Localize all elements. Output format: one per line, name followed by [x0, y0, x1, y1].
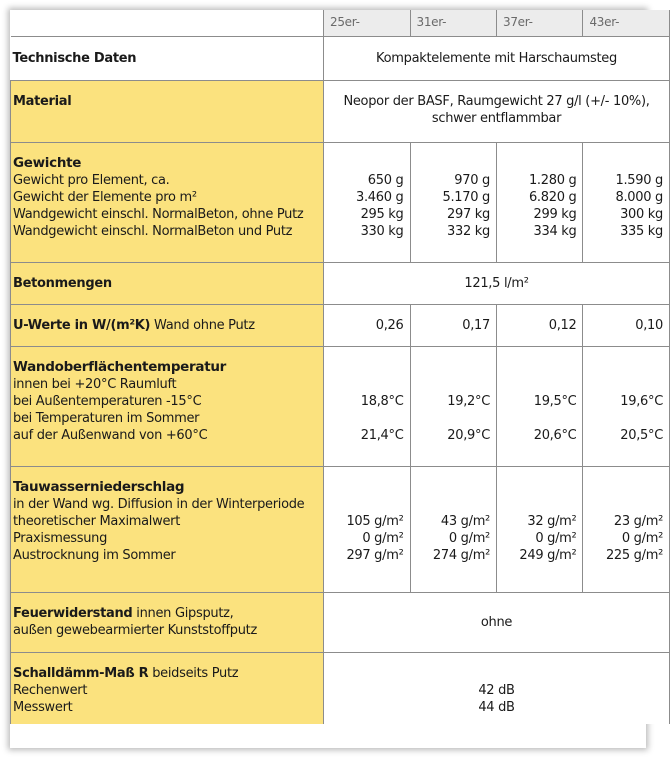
tauwasser-row-label: theoretischer Maximalwert	[13, 513, 180, 529]
wandoberflaeche-col-37er	[496, 346, 582, 466]
material-label	[11, 80, 324, 142]
column-header-25er: 25er-	[324, 10, 410, 36]
gewichte-label	[11, 142, 324, 262]
value-cell: 334 kg	[533, 223, 577, 239]
technische-daten-label	[11, 36, 324, 80]
value-cell: 19,2°C	[447, 393, 490, 409]
tauwasser-label	[11, 466, 324, 592]
value-cell: 295 kg	[360, 206, 404, 222]
schall-label	[11, 652, 324, 724]
gewichte-title: Gewichte	[13, 154, 82, 171]
value-cell: 225 g/m²	[605, 547, 663, 563]
column-header-37er: 37er-	[496, 10, 582, 36]
value-cell: 0,10	[583, 304, 670, 346]
value-cell: 0,12	[496, 304, 582, 346]
value-cell: 18,8°C	[360, 393, 404, 409]
value-cell: 3.460 g	[355, 189, 404, 205]
feuer-subtitle: innen Gipsputz,	[132, 606, 234, 621]
value-cell: 297 kg	[447, 206, 490, 222]
row-material	[11, 80, 670, 142]
value-cell: 42 dB	[478, 682, 515, 698]
value-cell: 5.170 g	[442, 189, 490, 205]
header-empty-cell	[11, 10, 324, 36]
tauwasser-col-25er	[324, 466, 410, 592]
tauwasser-col-31er	[410, 466, 496, 592]
row-wandoberflaechentemperatur	[11, 346, 670, 466]
value-cell: 20,5°C	[620, 427, 663, 443]
wandoberflaeche-line: auf der Außenwand von +60°C	[13, 427, 208, 443]
row-betonmengen	[11, 262, 670, 304]
row-schalldaemm	[11, 652, 670, 724]
tauwasser-col-43er	[583, 466, 670, 592]
value-cell: 23 g/m²	[613, 513, 663, 529]
material-value	[324, 80, 670, 142]
value-cell: 43 g/m²	[440, 513, 490, 529]
value-cell: 0 g/m²	[362, 530, 404, 546]
row-gewichte	[11, 142, 670, 262]
u-werte-subtitle: Wand ohne Putz	[150, 317, 255, 333]
gewichte-col-43er	[583, 142, 670, 262]
value-cell: 105 g/m²	[346, 513, 404, 529]
value-cell: 1.590 g	[615, 172, 663, 188]
betonmengen-label	[11, 262, 324, 304]
tauwasser-title: Tauwasserniederschlag	[13, 478, 185, 495]
wandoberflaeche-line: bei Außentemperaturen -15°C	[13, 393, 202, 409]
tauwasser-subtitle: in der Wand wg. Diffusion in der Winterperiode	[13, 496, 305, 512]
value-cell: 20,9°C	[447, 427, 490, 443]
schall-subtitle: beidseits Putz	[148, 665, 239, 681]
feuer-title: Feuerwiderstand	[13, 606, 133, 621]
tauwasser-col-37er	[496, 466, 582, 592]
wandoberflaeche-label	[11, 346, 324, 466]
value-cell: 0 g/m²	[535, 530, 577, 546]
value-cell: 19,6°C	[620, 393, 663, 409]
gewichte-row-label: Gewicht der Elemente pro m²	[13, 189, 197, 205]
row-u-werte	[11, 304, 670, 346]
value-cell: 1.280 g	[528, 172, 577, 188]
wandoberflaeche-line: bei Temperaturen im Sommer	[13, 410, 200, 426]
value-cell: 44 dB	[478, 699, 515, 715]
tauwasser-row-label: Praxismessung	[13, 530, 108, 546]
column-header-31er: 31er-	[410, 10, 496, 36]
column-header-row	[11, 10, 670, 36]
u-werte-title: U-Werte in W/(m²K)	[13, 317, 151, 333]
schall-values	[324, 652, 670, 724]
technical-data-table	[10, 10, 670, 724]
feuer-label	[11, 592, 324, 652]
value-cell: 6.820 g	[528, 189, 577, 205]
value-cell: 0 g/m²	[448, 530, 490, 546]
value-cell: 0 g/m²	[621, 530, 663, 546]
value-cell: 274 g/m²	[432, 547, 490, 563]
value-cell: 32 g/m²	[527, 513, 577, 529]
value-cell: 300 kg	[620, 206, 663, 222]
material-value-line1: Neopor der BASF, Raumgewicht 27 g/l (+/- 10%),	[343, 93, 650, 109]
betonmengen-value: 121,5 l/m²	[324, 262, 670, 304]
value-cell: 297 g/m²	[346, 547, 404, 563]
u-werte-label	[11, 304, 324, 346]
value-cell: 970 g	[454, 172, 490, 188]
value-cell: 0,17	[410, 304, 496, 346]
betonmengen-title: Betonmengen	[13, 275, 112, 291]
schall-row-label: Rechenwert	[13, 682, 88, 698]
wandoberflaeche-col-43er	[583, 346, 670, 466]
row-tauwasserniederschlag	[11, 466, 670, 592]
value-cell: 19,5°C	[533, 393, 577, 409]
feuer-value: ohne	[324, 592, 670, 652]
value-cell: 21,4°C	[360, 427, 404, 443]
value-cell: 249 g/m²	[519, 547, 577, 563]
tauwasser-row-label: Austrocknung im Sommer	[13, 547, 176, 563]
value-cell: 330 kg	[360, 223, 404, 239]
value-cell: 335 kg	[620, 223, 663, 239]
gewichte-row-label: Gewicht pro Element, ca.	[13, 172, 170, 188]
wandoberflaeche-col-31er	[410, 346, 496, 466]
value-cell: 332 kg	[447, 223, 490, 239]
gewichte-row-label: Wandgewicht einschl. NormalBeton, ohne Putz	[13, 206, 304, 222]
technische-daten-title: Technische Daten	[12, 50, 137, 66]
row-feuerwiderstand	[11, 592, 670, 652]
row-technische-daten	[11, 36, 670, 80]
wandoberflaeche-col-25er	[324, 346, 410, 466]
schall-title: Schalldämm-Maß R	[13, 665, 149, 681]
spec-sheet	[10, 10, 663, 748]
value-cell: 299 kg	[533, 206, 577, 222]
value-cell: 8.000 g	[615, 189, 663, 205]
gewichte-col-25er	[324, 142, 410, 262]
gewichte-col-31er	[410, 142, 496, 262]
wandoberflaeche-line: innen bei +20°C Raumluft	[13, 376, 177, 392]
schall-row-label: Messwert	[13, 699, 73, 715]
wandoberflaeche-title: Wandoberflächentemperatur	[13, 358, 227, 375]
material-value-line2: schwer entflammbar	[431, 110, 562, 126]
gewichte-col-37er	[496, 142, 582, 262]
technische-daten-value: Kompaktelemente mit Harschaumsteg	[324, 36, 670, 80]
gewichte-row-label: Wandgewicht einschl. NormalBeton und Putz	[13, 223, 293, 239]
value-cell: 650 g	[367, 172, 404, 188]
value-cell: 20,6°C	[533, 427, 577, 443]
value-cell: 0,26	[324, 304, 410, 346]
feuer-line2: außen gewebearmierter Kunststoffputz	[13, 623, 257, 638]
material-title: Material	[13, 93, 72, 109]
column-header-43er: 43er-	[583, 10, 670, 36]
